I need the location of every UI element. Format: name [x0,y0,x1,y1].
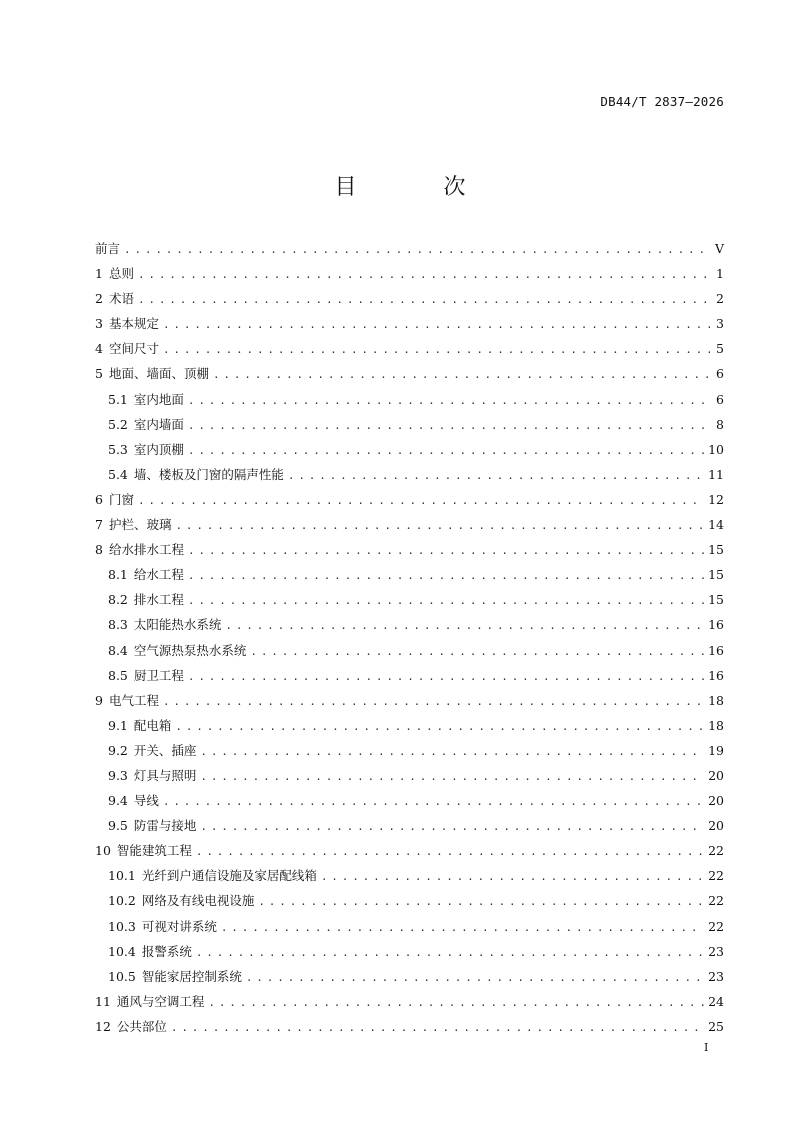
toc-entry-number: 5 [95,366,103,382]
toc-dot-leader [200,814,704,839]
toc-entry-page: 6 [716,391,724,407]
toc-entry-page: 6 [716,366,724,382]
toc-entry-number: 10.2 [108,893,136,909]
toc-entry[interactable] [95,863,724,888]
toc-entry-title: 室内地面 [133,391,184,407]
toc-dot-leader [288,463,704,488]
toc-entry-title: 可视对讲系统 [141,918,217,934]
toc-entry[interactable] [95,838,724,863]
toc-dot-leader [221,915,704,940]
toc-entry-number: 9.5 [108,818,128,834]
toc-dot-leader [188,563,704,588]
toc-entry-number: 10.5 [108,968,136,984]
toc-entry-number: 10.4 [108,943,136,959]
toc-dot-leader [175,714,704,739]
toc-dot-leader [124,237,710,262]
toc-entry[interactable] [95,813,724,838]
toc-entry-page: 22 [708,893,724,909]
toc-entry[interactable] [95,462,724,487]
toc-dot-leader [138,287,710,312]
toc-dot-leader [175,513,704,538]
toc-entry-number: 12 [95,1018,111,1034]
toc-entry[interactable] [95,437,724,462]
toc-entry-page: 15 [708,542,724,558]
toc-entry-title: 太阳能热水系统 [133,617,222,633]
toc-entry[interactable] [95,989,724,1014]
toc-entry-title: 导线 [133,793,159,809]
toc-entry-title: 室内顶棚 [133,441,184,457]
toc-entry[interactable] [95,1014,724,1039]
toc-entry-number: 8 [95,542,103,558]
toc-entry-title: 墙、楼板及门窗的隔声性能 [133,466,284,482]
toc-entry-page: 16 [708,642,724,658]
toc-dot-leader [200,764,704,789]
toc-entry-title: 配电箱 [133,717,172,733]
toc-dot-leader [196,839,704,864]
toc-entry[interactable] [95,914,724,939]
toc-entry-title: 智能建筑工程 [116,843,192,859]
toc-entry-title: 基本规定 [108,316,159,332]
toc-entry-number: 5.2 [108,416,128,432]
toc-entry-page: 12 [708,491,724,507]
toc-dot-leader [250,639,704,664]
toc-entry-number: 9.3 [108,767,128,783]
toc-entry[interactable] [95,236,724,261]
toc-dot-leader [163,789,704,814]
toc-entry[interactable] [95,888,724,913]
toc-entry-page: 8 [716,416,724,432]
page-number: I [704,1041,709,1054]
toc-dot-leader [163,689,704,714]
toc-entry-title: 智能家居控制系统 [141,968,242,984]
toc-entry-title: 网络及有线电视设施 [141,893,255,909]
toc-entry[interactable] [95,939,724,964]
toc-entry[interactable] [95,562,724,587]
toc-entry-number: 1 [95,266,103,282]
toc-entry-number: 10.3 [108,918,136,934]
toc-dot-leader [188,664,704,689]
toc-entry-number: 5.1 [108,391,128,407]
toc-dot-leader [163,337,710,362]
toc-entry[interactable] [95,336,724,361]
toc-entry-number: 5.4 [108,466,128,482]
toc-entry-page: 22 [708,843,724,859]
toc-dot-leader [188,438,704,463]
document-code: DB44/T 2837—2026 [600,94,724,109]
toc-entry-title: 室内墙面 [133,416,184,432]
toc-entry-page: 20 [708,818,724,834]
toc-dot-leader [213,362,710,387]
toc-entry-number: 8.2 [108,592,128,608]
toc-entry-title: 排水工程 [133,592,184,608]
toc-dot-leader [225,613,704,638]
toc-entry-title: 门窗 [108,491,134,507]
toc-entry-title: 护栏、玻璃 [108,517,172,533]
toc-dot-leader [200,739,704,764]
toc-entry-title: 防雷与接地 [133,818,197,834]
toc-dot-leader [171,1015,704,1040]
table-of-contents [95,236,724,1039]
toc-entry-title: 通风与空调工程 [116,993,205,1009]
toc-entry-title: 开关、插座 [133,742,197,758]
toc-entry[interactable] [95,738,724,763]
toc-entry-page: 18 [708,692,724,708]
toc-entry-number: 9.1 [108,717,128,733]
toc-entry-page: 11 [708,466,724,482]
toc-entry-page: 1 [716,266,724,282]
toc-entry-title: 空气源热泵热水系统 [133,642,247,658]
toc-entry-number: 9.4 [108,793,128,809]
toc-entry-number: 5.3 [108,441,128,457]
toc-entry-number: 3 [95,316,103,332]
toc-entry[interactable] [95,487,724,512]
toc-entry-page: 18 [708,717,724,733]
toc-entry-title: 电气工程 [108,692,159,708]
toc-entry-number: 8.3 [108,617,128,633]
toc-entry-number: 6 [95,491,103,507]
toc-entry-number: 11 [95,993,111,1009]
toc-entry-page: 10 [708,441,724,457]
toc-entry[interactable] [95,587,724,612]
toc-entry[interactable] [95,261,724,286]
toc-entry[interactable] [95,713,724,738]
toc-dot-leader [188,538,704,563]
toc-dot-leader [196,940,704,965]
toc-dot-leader [258,889,704,914]
toc-entry-page: 16 [708,667,724,683]
toc-entry-number: 9 [95,692,103,708]
toc-entry-page: 14 [708,517,724,533]
toc-entry-page: 3 [716,316,724,332]
toc-entry-number: 8.1 [108,567,128,583]
toc-entry-number: 9.2 [108,742,128,758]
toc-entry-title: 总则 [108,266,134,282]
toc-dot-leader [188,413,710,438]
toc-entry-number: 2 [95,291,103,307]
toc-entry[interactable] [95,663,724,688]
toc-entry-page: 19 [708,742,724,758]
toc-entry-page: 22 [708,918,724,934]
toc-entry-title: 光纤到户通信设施及家居配线箱 [141,868,317,884]
toc-entry-number: 7 [95,517,103,533]
toc-entry-page: 5 [716,341,724,357]
toc-dot-leader [163,312,710,337]
toc-entry-number: 8.4 [108,642,128,658]
toc-entry-number: 4 [95,341,103,357]
toc-entry-title: 给水排水工程 [108,542,184,558]
toc-entry-number: 10.1 [108,868,136,884]
toc-entry-page: 2 [716,291,724,307]
toc-entry[interactable] [95,412,724,437]
toc-entry-page: 20 [708,767,724,783]
toc-entry-number: 8.5 [108,667,128,683]
toc-entry[interactable] [95,763,724,788]
toc-entry-page: 15 [708,592,724,608]
toc-entry[interactable] [95,788,724,813]
toc-entry-page: 23 [708,943,724,959]
toc-entry-title: 灯具与照明 [133,767,197,783]
toc-dot-leader [138,262,710,287]
toc-entry[interactable] [95,638,724,663]
toc-entry[interactable] [95,964,724,989]
toc-entry-title: 厨卫工程 [133,667,184,683]
toc-entry-page: 24 [708,993,724,1009]
toc-entry-page: 25 [708,1018,724,1034]
toc-entry-page: 15 [708,567,724,583]
toc-dot-leader [188,388,710,413]
toc-entry-page: 16 [708,617,724,633]
toc-entry[interactable] [95,286,724,311]
toc-entry[interactable] [95,688,724,713]
toc-entry-title: 空间尺寸 [108,341,159,357]
toc-entry-title: 报警系统 [141,943,192,959]
toc-entry-title: 术语 [108,291,134,307]
toc-entry-page: 22 [708,868,724,884]
toc-entry-page: V [714,241,724,256]
toc-entry-title: 给水工程 [133,567,184,583]
toc-dot-leader [188,588,704,613]
toc-dot-leader [138,488,704,513]
toc-entry[interactable] [95,361,724,386]
toc-entry[interactable] [95,612,724,637]
toc-dot-leader [321,864,704,889]
toc-entry[interactable] [95,512,724,537]
toc-dot-leader [246,965,704,990]
toc-dot-leader [208,990,704,1015]
page-title: 目 次 [334,175,506,200]
toc-entry-title: 前言 [95,241,121,256]
toc-entry[interactable] [95,311,724,336]
toc-entry[interactable] [95,387,724,412]
toc-entry-number: 10 [95,843,111,859]
toc-entry-title: 公共部位 [116,1018,167,1034]
toc-entry-title: 地面、墙面、顶棚 [108,366,209,382]
toc-entry-page: 23 [708,968,724,984]
toc-entry[interactable] [95,537,724,562]
toc-entry-page: 20 [708,793,724,809]
